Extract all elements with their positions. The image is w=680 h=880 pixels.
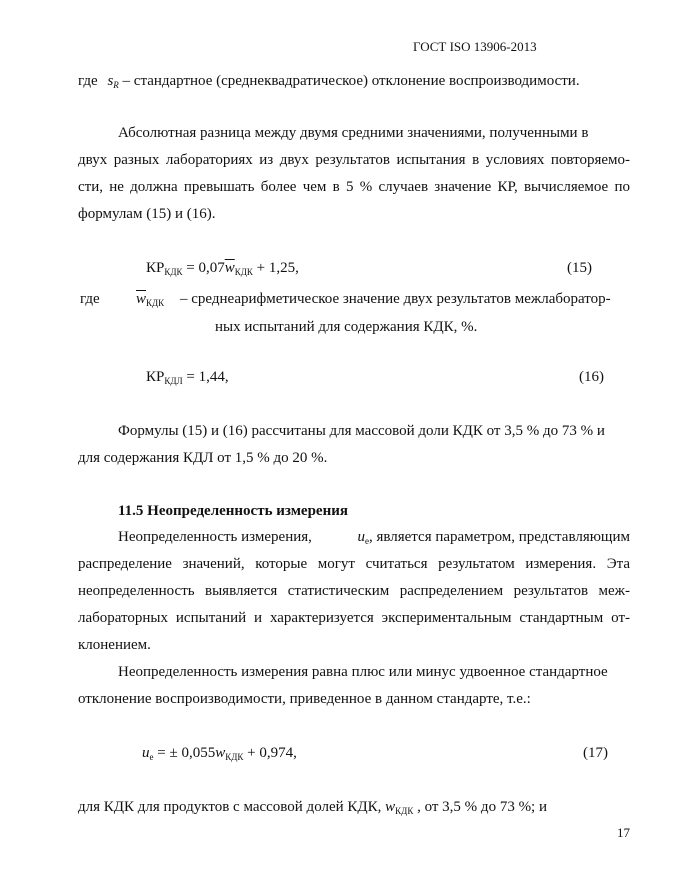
paragraph-line: лабораторных испытаний и характеризуется экспериментальным стандартным от- [78, 610, 630, 626]
document-code-header: ГОСТ ISO 13906-2013 [413, 39, 537, 54]
paragraph-line: сти, не должна превышать более чем в 5 % случаев значение КР, вычисляемое по [78, 179, 630, 195]
paragraph-line: Формулы (15) и (16) рассчитаны для массовой доли КДК от 3,5 % до 73 % и [118, 423, 605, 439]
sr-description: – стандартное (среднеквадратическое) отклонение воспроизводимости. [118, 73, 580, 89]
paragraph-line: для содержания КДЛ от 1,5 % до 20 %. [78, 450, 328, 466]
paragraph-kdk-range: для КДК для продуктов с массовой долей КДК, $w_{КДК}$ , от 3,5 % до 73 %; и [78, 799, 548, 816]
paragraph-line: неопределенность выявляется статистическим распределением результатов меж- [78, 583, 630, 599]
equation-number-15: (15) [567, 260, 592, 276]
paragraph-line: Абсолютная разница между двумя средними значениями, полученными в [118, 125, 589, 141]
w-kdk-symbol: $\overline{w}_{КДК}$ [136, 291, 165, 308]
paragraph-line: клонением. [78, 637, 151, 653]
paragraph-line: распределение значений, которые могут считаться результатом измерения. Эта [78, 556, 630, 572]
paragraph-line: Неопределенность измерения равна плюс или минус удвоенное стандартное [118, 664, 608, 680]
w-kdk-definition-line2: ных испытаний для содержания КДК, %. [215, 319, 478, 335]
paragraph-line: двух разных лабораториях из двух результатов испытания в условиях повторяемо- [78, 152, 630, 168]
equation-number-17: (17) [583, 745, 608, 761]
paragraph-line: отклонение воспроизводимости, приведенное в данном стандарте, т.е.: [78, 691, 531, 707]
gde-label: где [78, 73, 98, 89]
sr-symbol: $s_R$ [107, 73, 119, 90]
gde-label: где [80, 291, 100, 307]
equation-15: $КР_{КДК} = 0,07\overline{w}_{КДК} + 1,25$, [146, 260, 299, 277]
section-heading: 11.5 Неопределенность измерения [118, 503, 348, 519]
sr-definition [78, 74, 580, 90]
equation-number-16: (16) [579, 369, 604, 385]
w-kdk-definition-line1: – среднеарифметическое значение двух результатов межлаборатор- [180, 291, 611, 307]
paragraph-line: Неопределенность измерения, $u_e$, является параметром, представляющим [118, 529, 630, 546]
paragraph-line: формулам (15) и (16). [78, 206, 216, 222]
page-number: 17 [617, 825, 630, 840]
equation-17: $u_e$ = ± $0,055w_{КДК} + 0,974$, [142, 745, 297, 762]
equation-16: $КР_{КДЛ} = 1,44$, [146, 369, 229, 386]
